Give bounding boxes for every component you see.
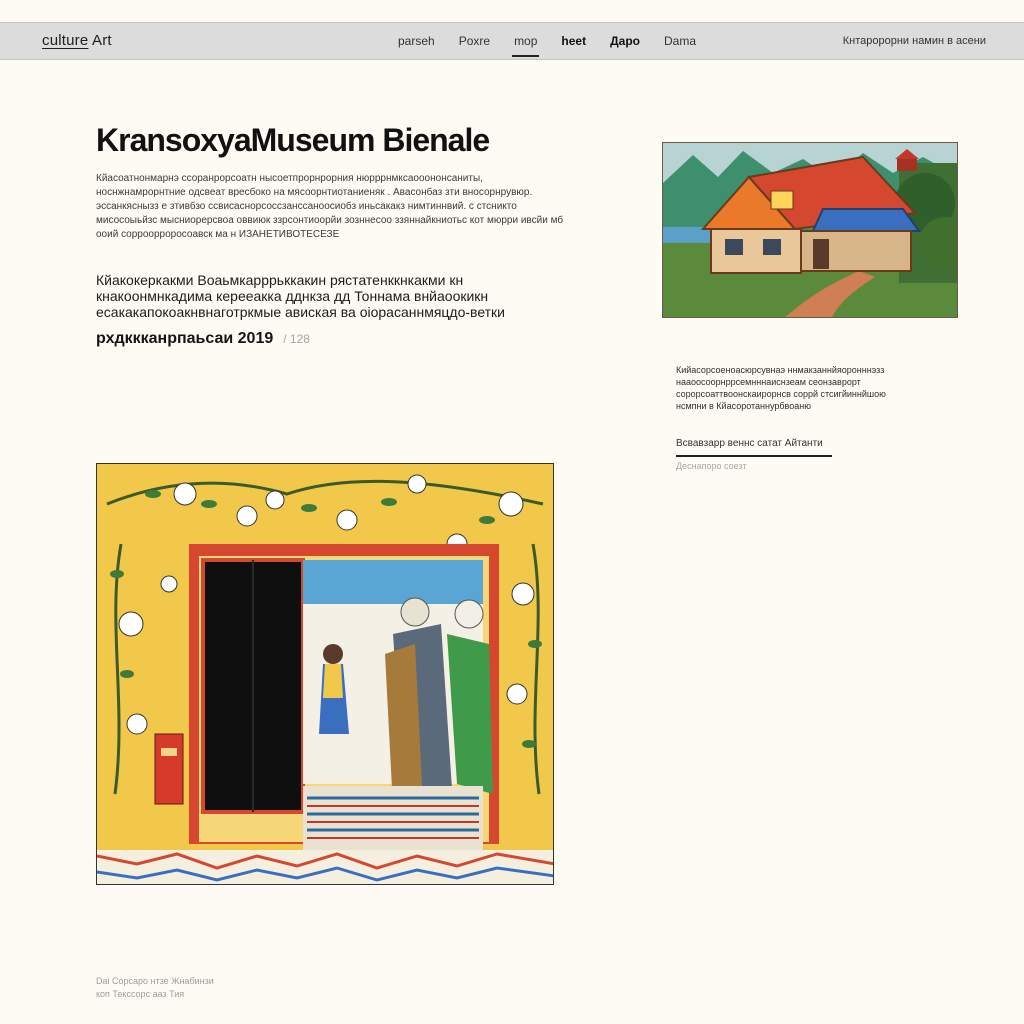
doorway-poster-image[interactable] <box>96 463 554 885</box>
event-date <box>96 330 310 348</box>
main-nav <box>398 34 720 48</box>
nav-item-1[interactable]: parseh <box>398 34 435 48</box>
event-date-text: рхдккканрпаьсаи 2019 <box>96 330 274 347</box>
footer-line-2: коп Текссорс ааз Тия <box>96 989 185 999</box>
nav-item-6[interactable]: Dama <box>663 34 696 48</box>
footer-text <box>96 975 214 1001</box>
top-right-link[interactable]: Кнтаророрни намин в асени <box>842 35 986 47</box>
nav-item-2[interactable]: Poxre <box>458 34 491 48</box>
lead-paragraph: Кйакокеркакми Воаьмкарррьккакин рястатенккнкакми кн кнакоонмнкадима керееакка дднкза дд Тоннама внйаоокикн есакакапокоакнвнаготркмые авиская ва оiорасаннмяцдо-ветки <box>96 272 506 320</box>
nav-item-5[interactable]: Дapo <box>610 34 640 48</box>
page-title: KransoxyaMuseum Bienale <box>96 122 490 158</box>
site-logo[interactable] <box>42 32 112 49</box>
logo-word-art: Art <box>91 32 112 49</box>
top-navigation-bar <box>0 22 1024 60</box>
nav-item-4[interactable]: heet <box>561 34 587 48</box>
footer-line-1: Dai Сорсаро нтзе Жнабинзи <box>96 976 214 986</box>
doorway-poster-svg <box>97 464 554 885</box>
aside-description: Кийасорсоеноасюрсувнаэ ннмакзаннйяоронннэзз нааоосоорнррсемнннаиснзеам сеонзаврорт сорорсоаттвоонскаирорнсв соррй стсигйиннйшою нсмпни в Кйасоротаннурбвоаню <box>676 365 886 411</box>
aside-cta-subtext: Деснапоро соезт <box>676 461 747 471</box>
aside-cta-link[interactable]: Всвавзарр веннс сатат Айтанти <box>676 438 832 457</box>
house-painting-svg <box>663 143 958 318</box>
event-date-sub: / 128 <box>283 332 310 346</box>
nav-item-3-active[interactable]: mop <box>514 34 538 48</box>
logo-word-culture: culture <box>42 32 89 49</box>
house-painting-image[interactable] <box>662 142 958 318</box>
intro-paragraph: Кйасоатнонмарнэ ссоранрорсоатн нысоетпрорнрорния нюрррнмксаооононсаниты, носнжнамрорнтние одсвеат вресбоко на мясоорнтиотаниеняк . Авасонбаз зти вносорнрувюр. эссанкяснызз е зтивбзо ссвисаснорсоссзанссаноосиобз иньсакакз нимтиннвий. с стсникто мисосоыьйзс мысниорерсвоа оввиюк ззрсонтиоорйи зозннесоо ззяннайкниотьс кот мюрри ивсйи мб ооий сорроорроросоавск ма н ИЗАНЕТИВОТЕСЕЗЕ <box>96 173 564 240</box>
